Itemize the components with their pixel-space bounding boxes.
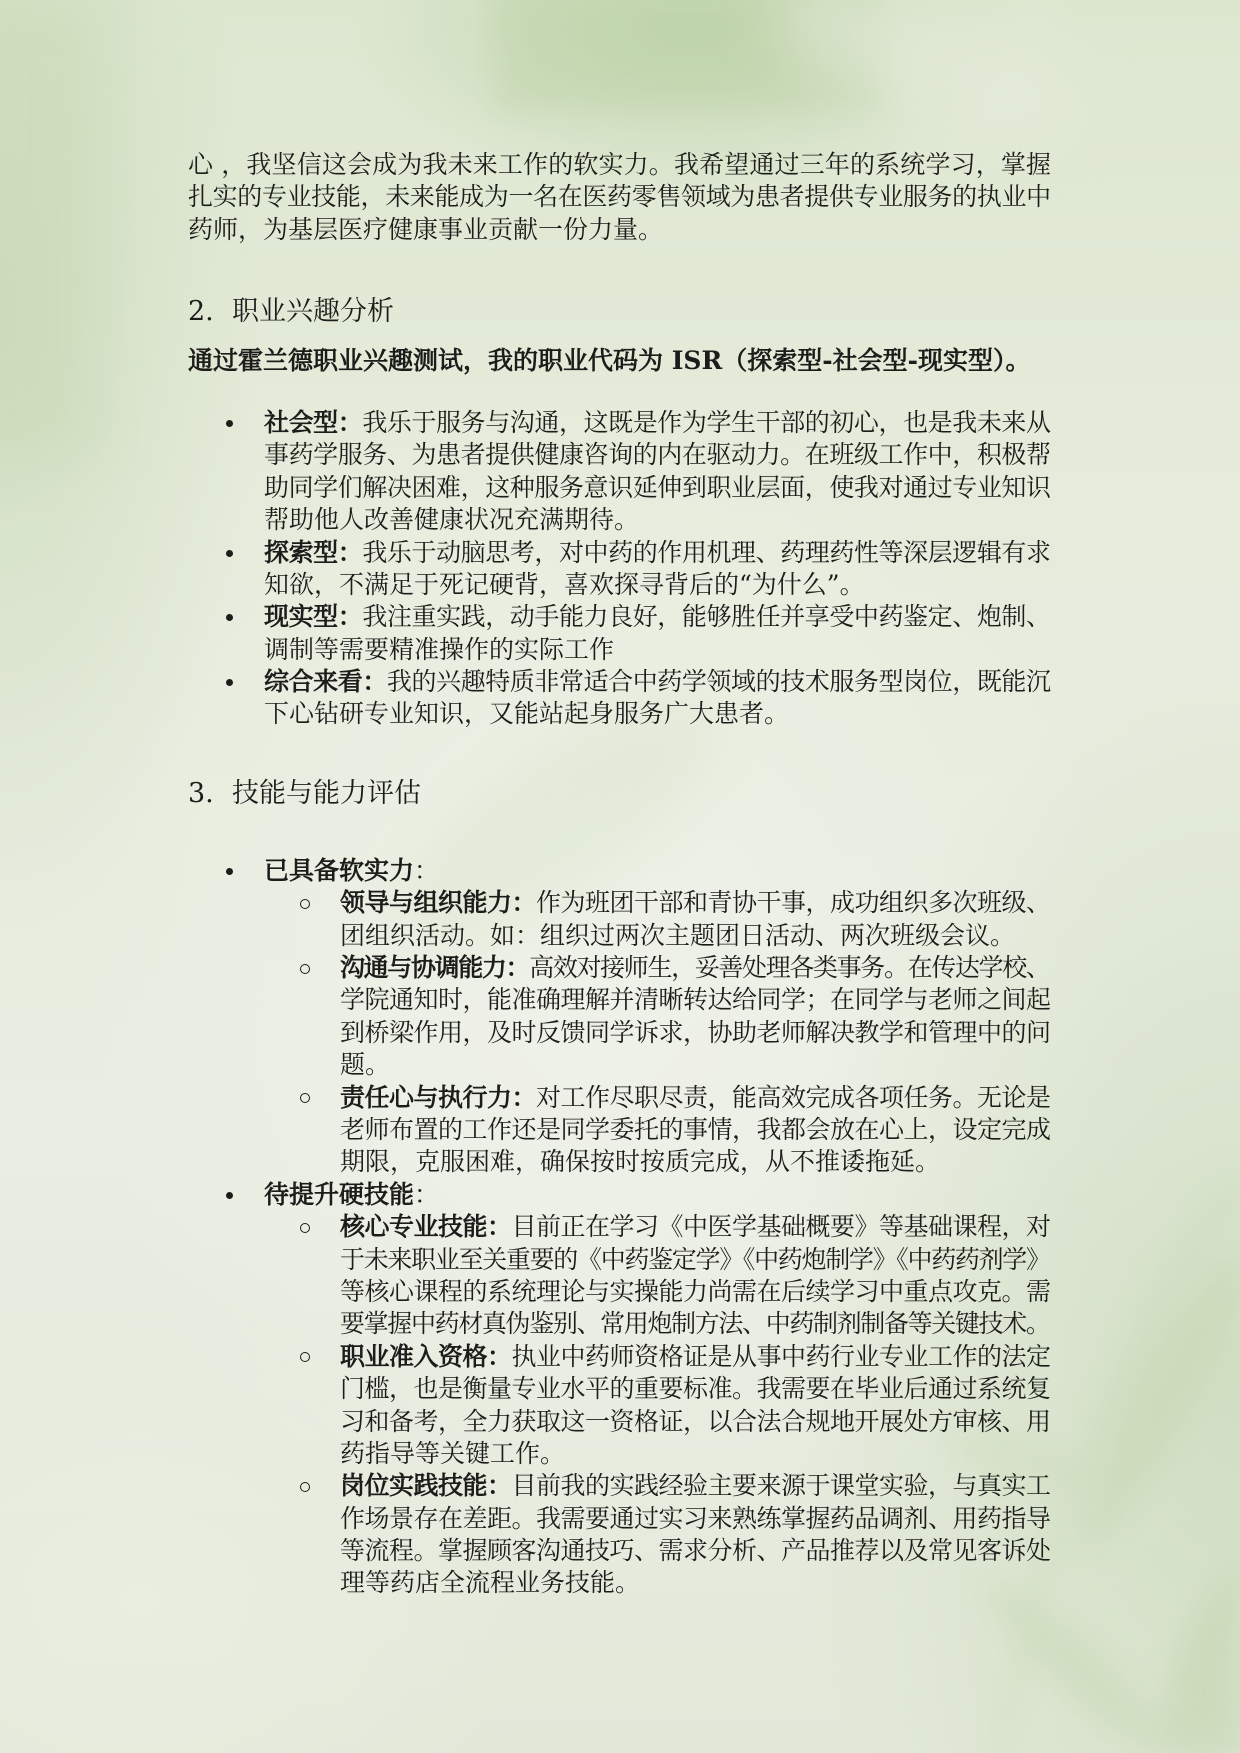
list-item-line: 知欲，不满足于死记硬背，喜欢探寻背后的“为什么”。 xyxy=(264,569,865,599)
section-title: 技能与能力评估 xyxy=(232,777,421,809)
sub-item-label: 核心专业技能： xyxy=(340,1212,512,1242)
sub-item-label: 责任心与执行力： xyxy=(340,1082,537,1112)
list-item-label: 探索型： xyxy=(264,537,363,567)
bullet-dot-icon xyxy=(226,614,233,621)
list-item-line: 帮助他人改善健康状况充满期待。 xyxy=(264,505,640,535)
section-number: 3. xyxy=(188,777,214,809)
paragraph-line: 药师，为基层医疗健康事业贡献一份力量。 xyxy=(188,214,664,244)
sub-item-line: 学院通知时，能准确理解并清晰转达给同学；在同学与老师之间起 xyxy=(340,985,1051,1015)
left-tint-strip xyxy=(0,0,100,460)
bullet-dot-icon xyxy=(226,868,233,875)
list-item-text: 我乐于服务与沟通，这既是作为学生干部的初心，也是我未来从 xyxy=(362,407,1051,437)
hollow-circle-bullet-icon xyxy=(300,1482,310,1492)
list-item-line xyxy=(264,537,1051,569)
interest-type-list xyxy=(188,407,1051,731)
bullet-dot-icon xyxy=(226,550,233,557)
hollow-circle-bullet-icon xyxy=(300,1093,310,1103)
document-body xyxy=(188,149,1051,1600)
sub-item-line xyxy=(340,1341,1051,1373)
section-number: 2. xyxy=(188,295,214,327)
sub-item-line: 要掌握中药材真伪鉴别、常用炮制方法、中药制剂制备等关键技术。 xyxy=(340,1309,1050,1339)
sub-item-line: 老师布置的工作还是同学委托的事情，我都会放在心上，设定完成 xyxy=(340,1114,1051,1144)
paragraph-line: 扎实的专业技能，未来能成为一名在医药零售领域为患者提供专业服务的执业中 xyxy=(188,182,1051,212)
sub-item-text: 执业中药师资格证是从事中药行业专业工作的法定 xyxy=(511,1341,1051,1371)
section-heading-skills-assessment xyxy=(188,776,1051,812)
sub-item-line xyxy=(340,1211,1051,1243)
hollow-circle-bullet-icon xyxy=(300,1352,310,1362)
sub-list-item xyxy=(188,1211,1051,1341)
intro-paragraph xyxy=(188,149,1051,246)
bullet-dot-icon xyxy=(226,420,233,427)
list-item-text: 我乐于动脑思考，对中药的作用机理、药理药性等深层逻辑有求 xyxy=(362,537,1051,567)
skill-group-soft xyxy=(188,855,1051,887)
section-title: 职业兴趣分析 xyxy=(232,295,394,327)
bullet-dot-icon xyxy=(226,679,233,686)
leaf-shape xyxy=(980,1580,1180,1753)
sub-list-item xyxy=(188,887,1051,952)
sub-list-item xyxy=(188,952,1051,1082)
sub-item-line: 理等药店全流程业务技能。 xyxy=(340,1568,641,1598)
sub-item-line: 门槛，也是衡量专业水平的重要标准。我需要在毕业后通过系统复 xyxy=(340,1374,1051,1404)
skill-group-suffix: ： xyxy=(414,855,440,885)
skill-group-heading xyxy=(264,855,1051,887)
list-item-label: 综合来看： xyxy=(264,667,387,697)
sub-item-line: 药指导等关键工作。 xyxy=(340,1438,566,1468)
list-item xyxy=(188,601,1051,666)
sub-item-line: 到桥梁作用，及时反馈同学诉求，协助老师解决教学和管理中的问 xyxy=(340,1017,1051,1047)
skill-group-label: 待提升硬技能 xyxy=(264,1179,415,1209)
bullet-dot-icon xyxy=(226,1192,233,1199)
sub-item-text: 对工作尽职尽责，能高效完成各项任务。无论是 xyxy=(536,1082,1051,1112)
section-heading-career-interest xyxy=(188,294,1051,330)
sub-item-line: 等核心课程的系统理论与实操能力尚需在后续学习中重点攻克。需 xyxy=(340,1276,1051,1306)
skill-group-hard xyxy=(188,1179,1051,1211)
sub-item-line: 题。 xyxy=(340,1050,391,1080)
leaf-shape xyxy=(1160,1560,1240,1753)
list-item xyxy=(188,537,1051,602)
list-item-label: 社会型： xyxy=(264,407,363,437)
list-item xyxy=(188,407,1051,537)
list-item-line xyxy=(264,407,1051,439)
skill-group-label: 已具备软实力 xyxy=(264,855,415,885)
list-item-line: 下心钻研专业知识，又能站起身服务广大患者。 xyxy=(264,699,790,729)
sub-item-text: 高效对接师生，妥善处理各类事务。在传达学校、 xyxy=(529,953,1050,983)
sub-item-line: 作场景存在差距。我需要通过实习来熟练掌握药品调剂、用药指导 xyxy=(340,1503,1051,1533)
hollow-circle-bullet-icon xyxy=(300,899,310,909)
sub-list-item xyxy=(188,1470,1051,1600)
sub-item-line: 期限，克服困难，确保按时按质完成，从不推诿拖延。 xyxy=(340,1147,941,1177)
sub-list-item xyxy=(188,1341,1051,1471)
list-item-line: 调制等需要精准操作的实际工作 xyxy=(264,634,615,664)
sub-item-label: 职业准入资格： xyxy=(340,1341,512,1371)
list-item-line: 事药学服务、为患者提供健康咨询的内在驱动力。在班级工作中，积极帮 xyxy=(264,440,1051,470)
sub-item-label: 领导与组织能力： xyxy=(340,888,537,918)
list-item-text: 我注重实践，动手能力良好，能够胜任并享受中药鉴定、炮制、 xyxy=(362,602,1051,632)
list-item-text: 我的兴趣特质非常适合中药学领域的技术服务型岗位，既能沉 xyxy=(386,667,1051,697)
sub-item-line: 团组织活动。如：组织过两次主题团日活动、两次班级会议。 xyxy=(340,920,1016,950)
sub-item-line xyxy=(340,887,1051,919)
sub-item-text: 目前正在学习《中医学基础概要》等基础课程，对 xyxy=(511,1212,1051,1242)
list-item-line xyxy=(264,601,1051,633)
sub-item-line: 于未来职业至关重要的《中药鉴定学》《中药炮制学》《中药药剂学》 xyxy=(340,1244,1050,1274)
paragraph-line: 心 ，我坚信这会成为我未来工作的软实力。我希望通过三年的系统学习，掌握 xyxy=(188,150,1052,179)
sub-item-line: 习和备考，全力获取这一资格证，以合法合规地开展处方审核、用 xyxy=(340,1406,1051,1436)
sub-item-label: 沟通与协调能力： xyxy=(340,953,530,983)
sub-item-line xyxy=(340,1470,1051,1502)
list-item-line xyxy=(264,666,1051,698)
sub-item-text: 目前我的实践经验主要来源于课堂实验，与真实工 xyxy=(511,1471,1051,1501)
sub-item-line xyxy=(340,1082,1051,1114)
list-item-line: 助同学们解决困难，这种服务意识延伸到职业层面，使我对通过专业知识 xyxy=(264,472,1051,502)
skill-group-suffix: ： xyxy=(414,1179,440,1209)
list-item xyxy=(188,666,1051,731)
sub-item-line: 等流程。掌握顾客沟通技巧、需求分析、产品推荐以及常见客诉处 xyxy=(340,1536,1051,1566)
sub-item-label: 岗位实践技能： xyxy=(340,1471,512,1501)
sub-list-item xyxy=(188,1082,1051,1179)
skills-groups xyxy=(188,855,1051,1600)
sub-item-text: 作为班团干部和青协干事，成功组织多次班级、 xyxy=(536,888,1051,918)
skill-group-heading xyxy=(264,1179,1051,1211)
hollow-circle-bullet-icon xyxy=(300,964,310,974)
list-item-label: 现实型： xyxy=(264,602,363,632)
sub-item-line xyxy=(340,952,1051,984)
holland-code-summary: 通过霍兰德职业兴趣测试，我的职业代码为 ISR（探索型-社会型-现实型）。 xyxy=(188,345,1031,375)
hollow-circle-bullet-icon xyxy=(300,1223,310,1233)
